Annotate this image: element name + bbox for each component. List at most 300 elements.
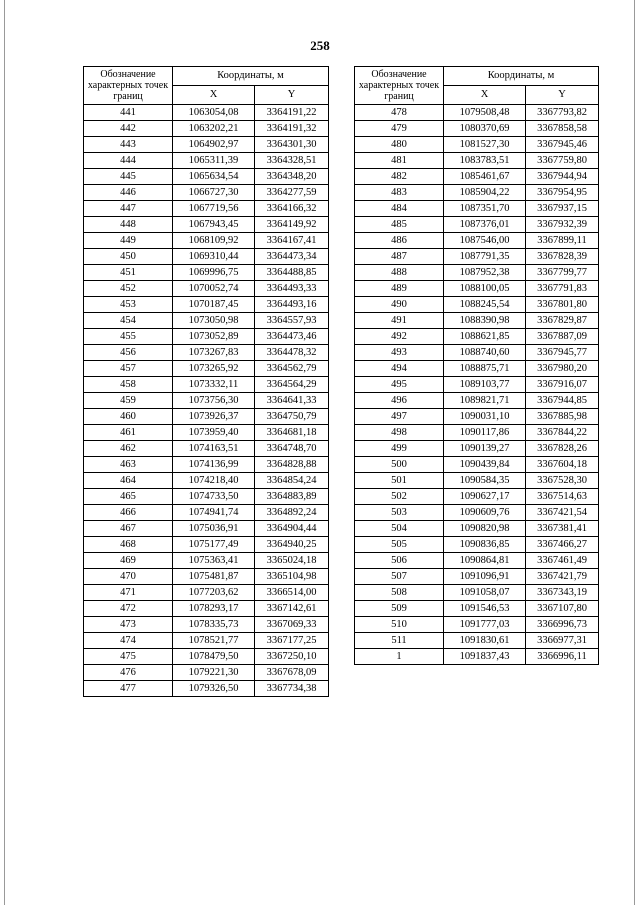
table-row	[355, 313, 599, 329]
y-cell: 3367514,63	[526, 489, 599, 505]
y-cell: 3364277,59	[255, 185, 329, 201]
x-cell: 1065311,39	[173, 153, 255, 169]
point-id-cell: 442	[84, 121, 173, 137]
point-id-cell: 461	[84, 425, 173, 441]
point-id-cell: 446	[84, 185, 173, 201]
point-id-cell: 480	[355, 137, 444, 153]
point-id-cell: 490	[355, 297, 444, 313]
x-cell: 1087791,35	[444, 249, 526, 265]
x-cell: 1070052,74	[173, 281, 255, 297]
y-cell: 3367791,83	[526, 281, 599, 297]
coordinates-table-left	[83, 66, 329, 697]
table-row	[84, 377, 329, 393]
x-cell: 1073050,98	[173, 313, 255, 329]
point-id-cell: 453	[84, 297, 173, 313]
point-id-cell: 497	[355, 409, 444, 425]
y-cell: 3364167,41	[255, 233, 329, 249]
y-cell: 3365024,18	[255, 553, 329, 569]
table-row	[355, 377, 599, 393]
table-row	[84, 153, 329, 169]
point-id-cell: 471	[84, 585, 173, 601]
point-id-cell: 503	[355, 505, 444, 521]
table-row	[84, 425, 329, 441]
point-id-cell: 452	[84, 281, 173, 297]
y-cell: 3364166,32	[255, 201, 329, 217]
point-id-cell: 479	[355, 121, 444, 137]
y-cell: 3364488,85	[255, 265, 329, 281]
x-cell: 1079326,50	[173, 681, 255, 697]
x-cell: 1085461,67	[444, 169, 526, 185]
x-cell: 1063202,21	[173, 121, 255, 137]
y-cell: 3364328,51	[255, 153, 329, 169]
x-cell: 1074218,40	[173, 473, 255, 489]
point-id-cell: 506	[355, 553, 444, 569]
point-id-cell: 460	[84, 409, 173, 425]
table-row	[355, 329, 599, 345]
table-row	[84, 521, 329, 537]
y-cell: 3367916,07	[526, 377, 599, 393]
point-id-cell: 501	[355, 473, 444, 489]
table-row	[84, 217, 329, 233]
y-cell: 3366996,73	[526, 617, 599, 633]
x-cell: 1067719,56	[173, 201, 255, 217]
y-cell: 3367829,87	[526, 313, 599, 329]
table-row	[355, 425, 599, 441]
point-id-cell: 508	[355, 585, 444, 601]
table-row	[355, 361, 599, 377]
y-cell: 3364149,92	[255, 217, 329, 233]
x-cell: 1078521,77	[173, 633, 255, 649]
y-cell: 3367734,38	[255, 681, 329, 697]
table-row	[84, 617, 329, 633]
point-id-cell: 495	[355, 377, 444, 393]
point-id-cell: 507	[355, 569, 444, 585]
point-id-cell: 492	[355, 329, 444, 345]
y-cell: 3367932,39	[526, 217, 599, 233]
x-cell: 1087351,70	[444, 201, 526, 217]
point-id-cell: 451	[84, 265, 173, 281]
x-cell: 1087952,38	[444, 265, 526, 281]
x-cell: 1090031,10	[444, 409, 526, 425]
point-id-cell: 505	[355, 537, 444, 553]
point-id-cell: 470	[84, 569, 173, 585]
x-cell: 1075036,91	[173, 521, 255, 537]
x-cell: 1070187,45	[173, 297, 255, 313]
y-cell: 3367604,18	[526, 457, 599, 473]
table-row	[355, 153, 599, 169]
table-row	[355, 249, 599, 265]
y-cell: 3364681,18	[255, 425, 329, 441]
table-row	[84, 665, 329, 681]
table-row	[355, 217, 599, 233]
y-cell: 3364828,88	[255, 457, 329, 473]
point-id-cell: 474	[84, 633, 173, 649]
table-row	[84, 457, 329, 473]
y-cell: 3364854,24	[255, 473, 329, 489]
x-cell: 1069996,75	[173, 265, 255, 281]
table-row	[355, 409, 599, 425]
coordinates-table-right	[354, 66, 599, 665]
table-row	[84, 169, 329, 185]
y-cell: 3367937,15	[526, 201, 599, 217]
point-id-cell: 466	[84, 505, 173, 521]
y-cell: 3366977,31	[526, 633, 599, 649]
x-cell: 1088621,85	[444, 329, 526, 345]
x-cell: 1091096,91	[444, 569, 526, 585]
x-cell: 1078479,50	[173, 649, 255, 665]
table-row	[355, 201, 599, 217]
table-row	[355, 265, 599, 281]
table-row	[84, 393, 329, 409]
table-row	[355, 505, 599, 521]
x-cell: 1075363,41	[173, 553, 255, 569]
table-row	[355, 137, 599, 153]
header-y: Y	[526, 86, 599, 105]
point-id-cell: 491	[355, 313, 444, 329]
y-cell: 3366996,11	[526, 649, 599, 665]
y-cell: 3367828,39	[526, 249, 599, 265]
y-cell: 3364641,33	[255, 393, 329, 409]
table-row	[84, 201, 329, 217]
y-cell: 3367944,94	[526, 169, 599, 185]
y-cell: 3367793,82	[526, 105, 599, 121]
x-cell: 1085904,22	[444, 185, 526, 201]
y-cell: 3367799,77	[526, 265, 599, 281]
table-row	[84, 441, 329, 457]
point-id-cell: 489	[355, 281, 444, 297]
table-row	[84, 297, 329, 313]
x-cell: 1073756,30	[173, 393, 255, 409]
x-cell: 1073265,92	[173, 361, 255, 377]
point-id-cell: 500	[355, 457, 444, 473]
table-row	[84, 537, 329, 553]
y-cell: 3364348,20	[255, 169, 329, 185]
y-cell: 3367069,33	[255, 617, 329, 633]
table-row	[84, 489, 329, 505]
point-id-cell: 444	[84, 153, 173, 169]
x-cell: 1075481,87	[173, 569, 255, 585]
scan-edge-right	[634, 0, 635, 905]
point-id-cell: 499	[355, 441, 444, 457]
table-row	[84, 265, 329, 281]
table-row	[355, 601, 599, 617]
header-coordinates: Координаты, м	[444, 67, 599, 86]
point-id-cell: 467	[84, 521, 173, 537]
point-id-cell: 487	[355, 249, 444, 265]
point-id-cell: 494	[355, 361, 444, 377]
table-row	[355, 345, 599, 361]
x-cell: 1078293,17	[173, 601, 255, 617]
y-cell: 3367343,19	[526, 585, 599, 601]
x-cell: 1079221,30	[173, 665, 255, 681]
table-row	[84, 361, 329, 377]
table-row	[84, 105, 329, 121]
table-row	[84, 121, 329, 137]
point-id-cell: 483	[355, 185, 444, 201]
y-cell: 3367250,10	[255, 649, 329, 665]
table-row	[84, 137, 329, 153]
table-row	[355, 281, 599, 297]
y-cell: 3367801,80	[526, 297, 599, 313]
point-id-cell: 484	[355, 201, 444, 217]
table-row	[84, 569, 329, 585]
table-row	[355, 521, 599, 537]
x-cell: 1073332,11	[173, 377, 255, 393]
x-cell: 1083783,51	[444, 153, 526, 169]
point-id-cell: 509	[355, 601, 444, 617]
page-number: 258	[310, 38, 330, 53]
y-cell: 3367885,98	[526, 409, 599, 425]
point-id-cell: 473	[84, 617, 173, 633]
x-cell: 1087546,00	[444, 233, 526, 249]
y-cell: 3365104,98	[255, 569, 329, 585]
point-id-cell: 1	[355, 649, 444, 665]
y-cell: 3367678,09	[255, 665, 329, 681]
table-row	[84, 601, 329, 617]
table-row	[355, 633, 599, 649]
x-cell: 1088245,54	[444, 297, 526, 313]
x-cell: 1064902,97	[173, 137, 255, 153]
y-cell: 3364564,29	[255, 377, 329, 393]
x-cell: 1089103,77	[444, 377, 526, 393]
x-cell: 1077203,62	[173, 585, 255, 601]
point-id-cell: 454	[84, 313, 173, 329]
table-row	[355, 121, 599, 137]
x-cell: 1075177,49	[173, 537, 255, 553]
y-cell: 3364748,70	[255, 441, 329, 457]
table-row	[355, 489, 599, 505]
table-row	[84, 505, 329, 521]
point-id-cell: 472	[84, 601, 173, 617]
y-cell: 3367142,61	[255, 601, 329, 617]
point-id-cell: 482	[355, 169, 444, 185]
table-row	[355, 393, 599, 409]
y-cell: 3367945,77	[526, 345, 599, 361]
x-cell: 1068109,92	[173, 233, 255, 249]
point-id-cell: 455	[84, 329, 173, 345]
x-cell: 1074733,50	[173, 489, 255, 505]
y-cell: 3364473,34	[255, 249, 329, 265]
x-cell: 1088100,05	[444, 281, 526, 297]
x-cell: 1090820,98	[444, 521, 526, 537]
point-id-cell: 485	[355, 217, 444, 233]
x-cell: 1091830,61	[444, 633, 526, 649]
scan-edge-left	[4, 0, 5, 905]
header-x: X	[173, 86, 255, 105]
point-id-cell: 447	[84, 201, 173, 217]
y-cell: 3367421,54	[526, 505, 599, 521]
point-id-cell: 502	[355, 489, 444, 505]
x-cell: 1080370,69	[444, 121, 526, 137]
x-cell: 1073959,40	[173, 425, 255, 441]
table-row	[355, 473, 599, 489]
x-cell: 1066727,30	[173, 185, 255, 201]
table-row	[84, 409, 329, 425]
point-id-cell: 459	[84, 393, 173, 409]
y-cell: 3364191,32	[255, 121, 329, 137]
y-cell: 3367177,25	[255, 633, 329, 649]
y-cell: 3367899,11	[526, 233, 599, 249]
point-id-cell: 504	[355, 521, 444, 537]
point-id-cell: 458	[84, 377, 173, 393]
x-cell: 1088390,98	[444, 313, 526, 329]
y-cell: 3364478,32	[255, 345, 329, 361]
point-id-cell: 457	[84, 361, 173, 377]
table-row	[355, 569, 599, 585]
y-cell: 3364557,93	[255, 313, 329, 329]
y-cell: 3367980,20	[526, 361, 599, 377]
table-row	[355, 185, 599, 201]
x-cell: 1090836,85	[444, 537, 526, 553]
x-cell: 1074163,51	[173, 441, 255, 457]
table-row	[355, 457, 599, 473]
y-cell: 3367944,85	[526, 393, 599, 409]
point-id-cell: 493	[355, 345, 444, 361]
table-row	[84, 185, 329, 201]
y-cell: 3364191,22	[255, 105, 329, 121]
point-id-cell: 488	[355, 265, 444, 281]
table-row	[355, 441, 599, 457]
y-cell: 3364493,33	[255, 281, 329, 297]
table-row	[84, 329, 329, 345]
header-coordinates: Координаты, м	[173, 67, 329, 86]
point-id-cell: 511	[355, 633, 444, 649]
table-row	[84, 473, 329, 489]
y-cell: 3364904,44	[255, 521, 329, 537]
point-id-cell: 498	[355, 425, 444, 441]
header-y: Y	[255, 86, 329, 105]
x-cell: 1074941,74	[173, 505, 255, 521]
table-row	[355, 233, 599, 249]
x-cell: 1073052,89	[173, 329, 255, 345]
point-id-cell: 445	[84, 169, 173, 185]
y-cell: 3367945,46	[526, 137, 599, 153]
table-row	[84, 681, 329, 697]
y-cell: 3366514,00	[255, 585, 329, 601]
point-id-cell: 465	[84, 489, 173, 505]
point-id-cell: 468	[84, 537, 173, 553]
point-id-cell: 448	[84, 217, 173, 233]
table-row	[355, 537, 599, 553]
point-id-cell: 496	[355, 393, 444, 409]
point-id-cell: 449	[84, 233, 173, 249]
point-id-cell: 510	[355, 617, 444, 633]
x-cell: 1069310,44	[173, 249, 255, 265]
table-row	[84, 649, 329, 665]
point-id-cell: 476	[84, 665, 173, 681]
x-cell: 1073267,83	[173, 345, 255, 361]
x-cell: 1065634,54	[173, 169, 255, 185]
y-cell: 3364940,25	[255, 537, 329, 553]
point-id-cell: 441	[84, 105, 173, 121]
table-row	[84, 249, 329, 265]
table-row	[84, 585, 329, 601]
table-row	[355, 553, 599, 569]
y-cell: 3364750,79	[255, 409, 329, 425]
x-cell: 1073926,37	[173, 409, 255, 425]
point-id-cell: 443	[84, 137, 173, 153]
x-cell: 1079508,48	[444, 105, 526, 121]
table-row	[84, 313, 329, 329]
x-cell: 1090439,84	[444, 457, 526, 473]
point-id-cell: 463	[84, 457, 173, 473]
y-cell: 3364892,24	[255, 505, 329, 521]
point-id-cell: 450	[84, 249, 173, 265]
x-cell: 1088740,60	[444, 345, 526, 361]
x-cell: 1088875,71	[444, 361, 526, 377]
table-row	[84, 281, 329, 297]
x-cell: 1091058,07	[444, 585, 526, 601]
x-cell: 1081527,30	[444, 137, 526, 153]
point-id-cell: 486	[355, 233, 444, 249]
x-cell: 1091837,43	[444, 649, 526, 665]
x-cell: 1087376,01	[444, 217, 526, 233]
x-cell: 1078335,73	[173, 617, 255, 633]
point-id-cell: 478	[355, 105, 444, 121]
y-cell: 3367887,09	[526, 329, 599, 345]
y-cell: 3364473,46	[255, 329, 329, 345]
x-cell: 1090117,86	[444, 425, 526, 441]
table-row	[84, 233, 329, 249]
x-cell: 1091777,03	[444, 617, 526, 633]
y-cell: 3364883,89	[255, 489, 329, 505]
x-cell: 1090609,76	[444, 505, 526, 521]
y-cell: 3367528,30	[526, 473, 599, 489]
table-row	[84, 345, 329, 361]
y-cell: 3367421,79	[526, 569, 599, 585]
point-id-cell: 481	[355, 153, 444, 169]
x-cell: 1067943,45	[173, 217, 255, 233]
y-cell: 3364562,79	[255, 361, 329, 377]
table-row	[355, 617, 599, 633]
x-cell: 1074136,99	[173, 457, 255, 473]
x-cell: 1090864,81	[444, 553, 526, 569]
table-row	[84, 553, 329, 569]
y-cell: 3367844,22	[526, 425, 599, 441]
y-cell: 3367828,26	[526, 441, 599, 457]
y-cell: 3367381,41	[526, 521, 599, 537]
table-row	[355, 649, 599, 665]
x-cell: 1091546,53	[444, 601, 526, 617]
point-id-cell: 464	[84, 473, 173, 489]
y-cell: 3367759,80	[526, 153, 599, 169]
y-cell: 3367858,58	[526, 121, 599, 137]
y-cell: 3367954,95	[526, 185, 599, 201]
point-id-cell: 469	[84, 553, 173, 569]
point-id-cell: 477	[84, 681, 173, 697]
x-cell: 1063054,08	[173, 105, 255, 121]
x-cell: 1090584,35	[444, 473, 526, 489]
point-id-cell: 475	[84, 649, 173, 665]
header-designation: Обозначение характерных точек границ	[84, 67, 173, 105]
y-cell: 3364301,30	[255, 137, 329, 153]
table-row	[84, 633, 329, 649]
table-row	[355, 169, 599, 185]
point-id-cell: 462	[84, 441, 173, 457]
header-x: X	[444, 86, 526, 105]
header-designation: Обозначение характерных точек границ	[355, 67, 444, 105]
table-row	[355, 585, 599, 601]
x-cell: 1090627,17	[444, 489, 526, 505]
table-row	[355, 297, 599, 313]
x-cell: 1090139,27	[444, 441, 526, 457]
point-id-cell: 456	[84, 345, 173, 361]
y-cell: 3367466,27	[526, 537, 599, 553]
x-cell: 1089821,71	[444, 393, 526, 409]
y-cell: 3364493,16	[255, 297, 329, 313]
y-cell: 3367461,49	[526, 553, 599, 569]
y-cell: 3367107,80	[526, 601, 599, 617]
